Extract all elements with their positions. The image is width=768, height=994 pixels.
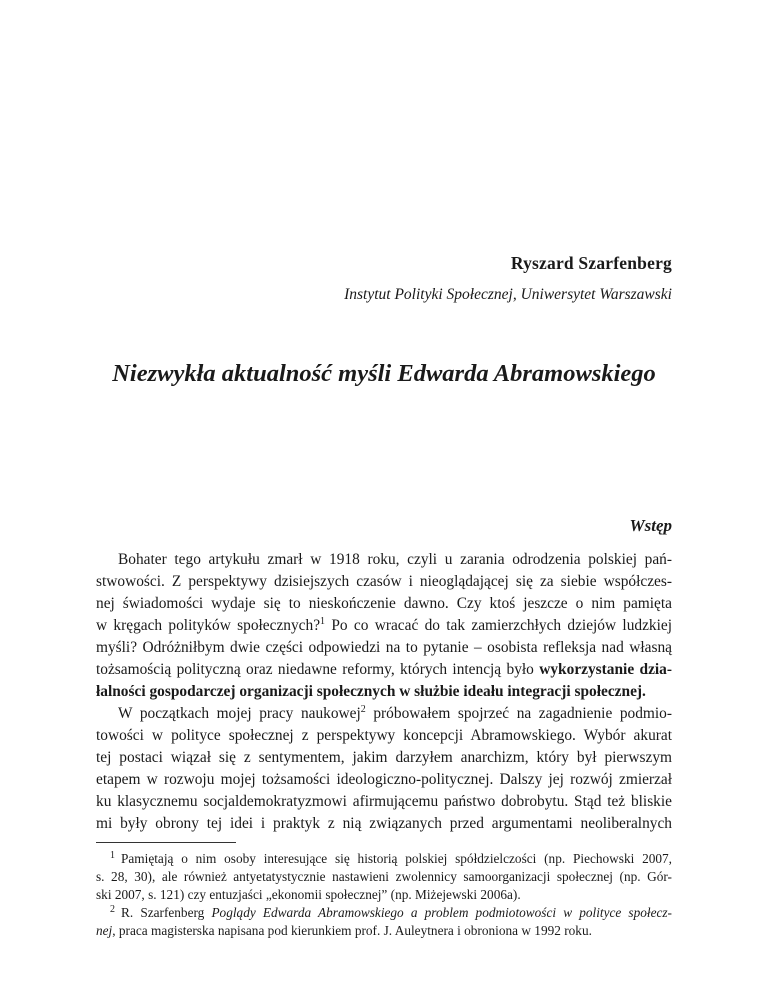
footnote-text: R. Szarfenberg: [121, 905, 212, 920]
footnote-separator: [96, 842, 236, 843]
footnote-line: s. 28, 30), ale również antyetatystycznie nastawieni zwolennicy samoorganizacji społecznej (np. Gór-: [96, 869, 672, 884]
body-line: [96, 615, 672, 637]
body-text: W początkach mojej pracy naukowej: [118, 705, 361, 722]
author-affiliation: Instytut Polityki Społecznej, Uniwersytet Warszawski: [344, 286, 672, 303]
article-title: Niezwykła aktualność myśli Edwarda Abramowskiego: [112, 360, 656, 387]
body-line: stwowości. Z perspektywy dzisiejszych czasów i nieoglądającej się za siebie współczes-: [96, 573, 672, 590]
footnote-2: [96, 904, 672, 922]
body-line: etapem w rozwoju mojej tożsamości ideologiczno-politycznej. Dalszy jej rozwój zmierzał: [96, 771, 672, 788]
footnote-1: [96, 850, 672, 868]
body-line: nej świadomości wydaje się to nieskończenie dawno. Czy ktoś jeszcze o nim pamięta: [96, 595, 672, 612]
body-line: łalności gospodarczej organizacji społecznych w służbie ideału integracji społecznej.: [96, 683, 646, 700]
body-line: ku klasycznemu socjaldemokratyzmowi afirmującemu państwo dobrobytu. Stąd też bliskie: [96, 793, 672, 810]
body-line: [96, 703, 672, 725]
body-line: myśli? Odróżniłbym dwie części odpowiedzi na to pytanie – osobista refleksja nad własną: [96, 639, 672, 656]
footnote-italic: nej: [96, 923, 113, 938]
footnote-number: 1: [110, 849, 115, 861]
body-text: tożsamością polityczną oraz niedawne reformy, których intencją było: [96, 661, 540, 678]
footnote-ref-1[interactable]: 1: [320, 615, 326, 627]
footnote-italic: Poglądy Edwarda Abramowskiego a problem podmiotowości w polityce społecz-: [211, 905, 672, 920]
footnote-line: ski 2007, s. 121) czy entuzjaści „ekonomii społecznej” (np. Miżejewski 2006a).: [96, 887, 521, 902]
author-name: Ryszard Szarfenberg: [510, 253, 672, 273]
body-text: próbowałem spojrzeć na zagadnienie podmio-: [365, 705, 672, 722]
body-line: Bohater tego artykułu zmarł w 1918 roku, czyli u zarania odrodzenia polskiej pań-: [118, 551, 672, 568]
footnote-ref-2[interactable]: 2: [360, 703, 366, 715]
body-line: tej postaci wiązał się z sentymentem, jakim darzyłem anarchizm, który był pierwszym: [96, 749, 672, 766]
footnote-text: , praca magisterska napisana pod kierunkiem prof. J. Auleytnera i obroniona w 1992 roku.: [112, 923, 592, 938]
body-text: Po co wracać do tak zamierzchłych dziejów ludzkiej: [325, 617, 672, 634]
body-line: mi były obrony tej idei i praktyk z nią związanych przed argumentami neoliberalnych: [96, 813, 672, 835]
footnote-number: 2: [110, 903, 115, 915]
footnote-line: [96, 922, 672, 940]
body-text: w kręgach polityków społecznych?: [96, 617, 321, 634]
body-line: [96, 659, 672, 681]
bold-text: wykorzystanie dzia-: [539, 661, 673, 678]
footnote-text: Pamiętają o nim osoby interesujące się historią polskiej spółdzielczości (np. Piechowski 2007,: [121, 851, 672, 866]
section-heading: Wstęp: [629, 516, 672, 535]
body-line: towości w polityce społecznej z perspektywy koncepcji Abramowskiego. Wybór akurat: [96, 727, 672, 744]
